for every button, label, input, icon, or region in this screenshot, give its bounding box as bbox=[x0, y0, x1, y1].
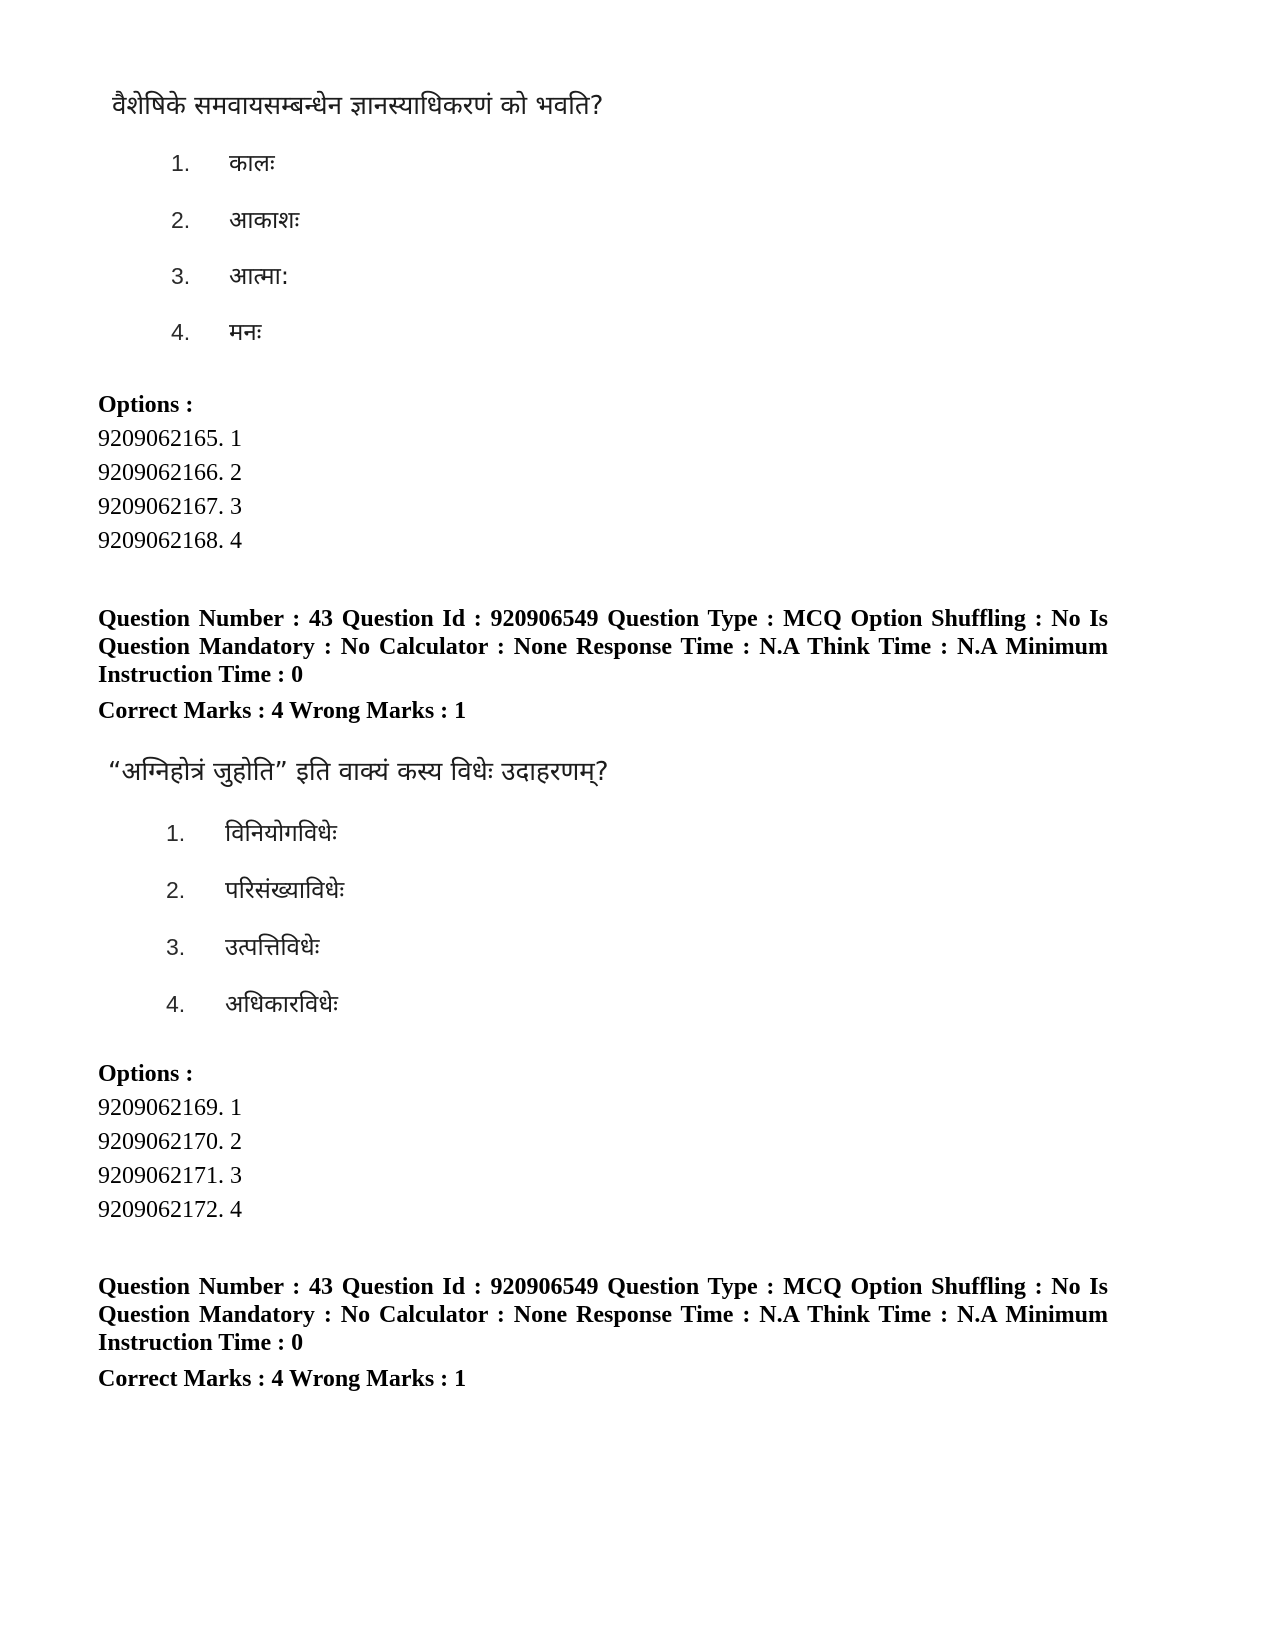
question-2-choice-text: उत्पत्तिविधेः bbox=[225, 933, 320, 961]
option-line: 9209062170. 2 bbox=[98, 1129, 242, 1155]
question-2-choice-text: विनियोगविधेः bbox=[225, 819, 337, 847]
question-1-choice-number: 3. bbox=[171, 263, 191, 289]
question-2-choice-text: परिसंख्याविधेः bbox=[225, 876, 345, 904]
question-1-choice-text: आत्मा: bbox=[229, 262, 289, 290]
question-1-text: वैशेषिके समवायसम्बन्धेन ज्ञानस्याधिकरणं को भवति? bbox=[112, 91, 604, 121]
marks-line: Correct Marks : 4 Wrong Marks : 1 bbox=[98, 698, 467, 724]
question-1-choice-text: आकाशः bbox=[229, 206, 300, 234]
option-line: 9209062165. 1 bbox=[98, 426, 242, 452]
options-heading: Options : bbox=[98, 1061, 194, 1087]
question-1-choice-number: 4. bbox=[171, 319, 191, 345]
question-1-choice-number: 1. bbox=[171, 150, 191, 176]
question-1-choice-number: 2. bbox=[171, 207, 191, 233]
question-1-choice-text: मनः bbox=[229, 318, 262, 346]
option-line: 9209062172. 4 bbox=[98, 1197, 242, 1223]
question-2-choice-number: 2. bbox=[166, 877, 186, 903]
option-line: 9209062169. 1 bbox=[98, 1095, 242, 1121]
options-heading: Options : bbox=[98, 392, 194, 418]
marks-line: Correct Marks : 4 Wrong Marks : 1 bbox=[98, 1366, 467, 1392]
option-line: 9209062166. 2 bbox=[98, 460, 242, 486]
option-line: 9209062168. 4 bbox=[98, 528, 242, 554]
question-meta: Question Number : 43 Question Id : 920906549 Question Type : MCQ Option Shuffling : No Is Question Mandatory : No Calculator : None Response Time : N.A Think Time : N.A Minimum Instruction Time : 0 bbox=[98, 606, 1108, 688]
question-2-text: “अग्निहोत्रं जुहोति” इति वाक्यं कस्य विधेः उदाहरणम्? bbox=[108, 757, 609, 787]
option-line: 9209062167. 3 bbox=[98, 494, 242, 520]
question-2-choice-number: 4. bbox=[166, 991, 186, 1017]
question-2-choice-number: 3. bbox=[166, 934, 186, 960]
question-1-choice-text: कालः bbox=[229, 149, 275, 177]
question-meta: Question Number : 43 Question Id : 920906549 Question Type : MCQ Option Shuffling : No Is Question Mandatory : No Calculator : None Response Time : N.A Think Time : N.A Minimum Instruction Time : 0 bbox=[98, 1274, 1108, 1356]
question-2-choice-number: 1. bbox=[166, 820, 186, 846]
option-line: 9209062171. 3 bbox=[98, 1163, 242, 1189]
question-2-choice-text: अधिकारविधेः bbox=[225, 990, 338, 1018]
